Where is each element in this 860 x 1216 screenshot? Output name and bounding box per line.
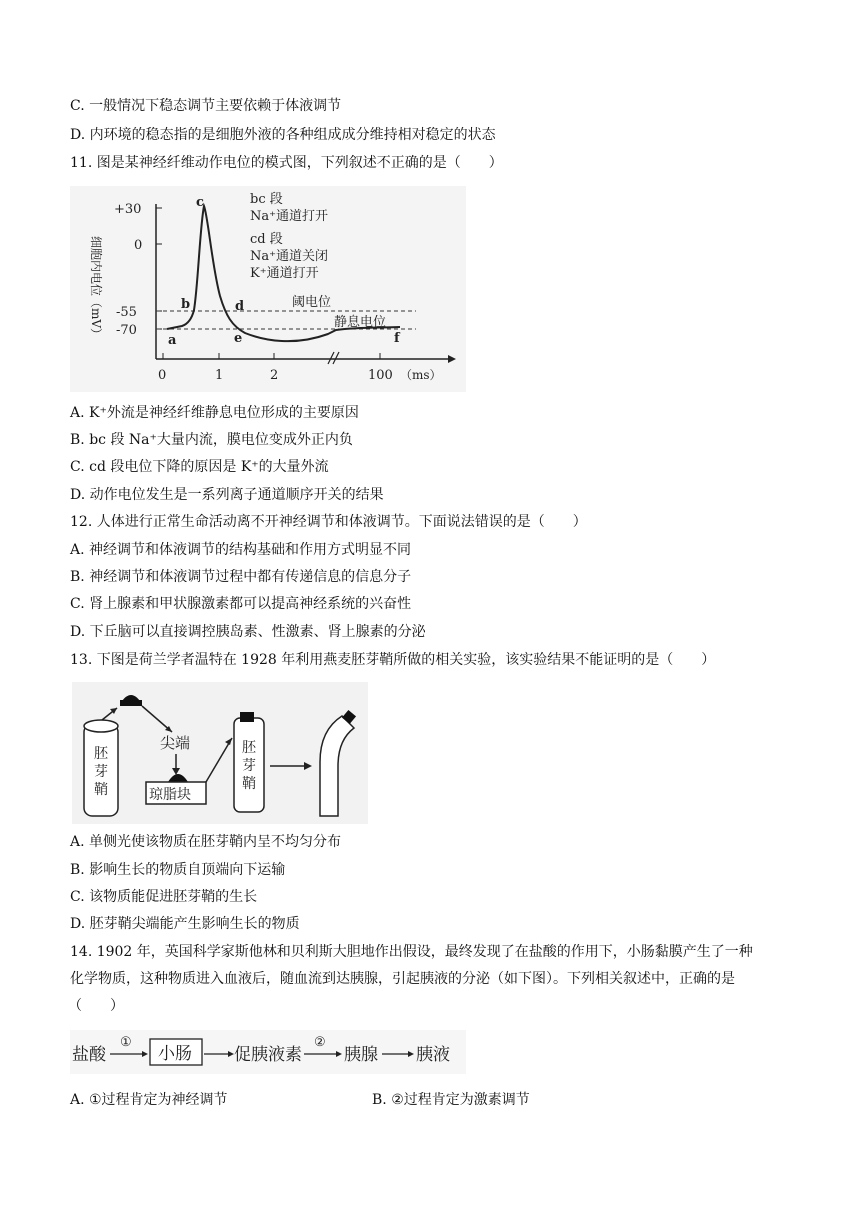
point-label: a	[168, 333, 177, 348]
secretin-label: 促胰液素	[234, 1045, 302, 1065]
point-label: b	[181, 297, 191, 312]
step1-label: ①	[120, 1035, 132, 1050]
threshold-label: 阈电位	[292, 295, 332, 310]
point-label: e	[234, 331, 243, 346]
option-b-q12: B. 神经调节和体液调节过程中都有传递信息的信息分子	[70, 569, 412, 585]
note-cd: K⁺通道打开	[250, 266, 319, 281]
option-b-q11: B. bc 段 Na⁺大量内流，膜电位变成外正内负	[70, 432, 353, 448]
option-c-q11: C. cd 段电位下降的原因是 K⁺的大量外流	[70, 459, 329, 475]
x-tick: 1	[215, 368, 224, 383]
y-tick: 0	[134, 238, 143, 253]
option-d-q11: D. 动作电位发生是一系列离子通道顺序开关的结果	[70, 487, 384, 503]
resting-label: 静息电位	[334, 315, 387, 330]
point-label: f	[394, 331, 400, 346]
point-label: d	[235, 299, 245, 314]
bent-coleoptile	[320, 716, 354, 816]
question-14-line2: 化学物质，这种物质进入血液后，随血流到达胰腺，引起胰液的分泌（如下图）。下列相关叙述中，正确的是	[70, 971, 735, 987]
option-a-q11: A. K⁺外流是神经纤维静息电位形成的主要原因	[70, 405, 359, 421]
option-d-q13: D. 胚芽鞘尖端能产生影响生长的物质	[70, 916, 300, 932]
y-tick: -70	[116, 323, 137, 338]
coleoptile-label-right: 胚芽鞘	[242, 740, 256, 792]
note-bc: Na⁺通道打开	[250, 209, 328, 224]
option-d-q12: D. 下丘脑可以直接调控胰岛素、性激素、肾上腺素的分泌	[70, 624, 426, 640]
option-c-q13: C. 该物质能促进胚芽鞘的生长	[70, 889, 258, 905]
secretin-flow-figure	[70, 1030, 466, 1074]
y-tick: -55	[116, 305, 137, 320]
pancreas-label: 胰腺	[344, 1045, 378, 1065]
intestine-label: 小肠	[158, 1044, 192, 1064]
x-tick: 100	[368, 368, 393, 383]
question-14-line1: 14. 1902 年，英国科学家斯他林和贝利斯大胆地作出假设，最终发现了在盐酸的作用下，小肠黏膜产生了一种	[70, 944, 753, 960]
x-tick: 2	[270, 368, 279, 383]
x-unit: （ms）	[400, 368, 442, 382]
went-experiment-figure	[72, 682, 368, 824]
coleoptile-label-left: 胚芽鞘	[94, 746, 108, 798]
point-label: c	[196, 195, 204, 210]
question-13: 13. 下图是荷兰学者温特在 1928 年利用燕麦胚芽鞘所做的相关实验，该实验结果不能证明的是（ ）	[70, 652, 716, 668]
question-11: 11. 图是某神经纤维动作电位的模式图，下列叙述不正确的是（ ）	[70, 155, 503, 171]
tip-label: 尖端	[160, 734, 191, 752]
option-a-q13: A. 单侧光使该物质在胚芽鞘内呈不均匀分布	[70, 834, 342, 850]
agar-label: 琼脂块	[149, 787, 191, 803]
action-potential-figure	[70, 186, 466, 392]
option-b-q14: B. ②过程肯定为激素调节	[372, 1092, 530, 1108]
note-bc: bc 段	[250, 192, 283, 207]
option-a-q14: A. ①过程肯定为神经调节	[70, 1092, 228, 1108]
y-tick: +30	[114, 202, 142, 217]
option-d-q10: D. 内环境的稳态指的是细胞外液的各种组成成分维持相对稳定的状态	[70, 127, 496, 143]
step2-label: ②	[314, 1035, 326, 1050]
x-tick: 0	[158, 368, 167, 383]
acid-label: 盐酸	[72, 1045, 106, 1065]
question-14-line3: （ ）	[68, 998, 124, 1014]
option-a-q12: A. 神经调节和体液调节的结构基础和作用方式明显不同	[70, 542, 412, 558]
y-axis-label: 细胞内电位（mV）	[89, 236, 103, 341]
option-b-q13: B. 影响生长的物质自顶端向下运输	[70, 862, 286, 878]
question-12: 12. 人体进行正常生命活动离不开神经调节和体液调节。下面说法错误的是（ ）	[70, 514, 587, 530]
option-c-q12: C. 肾上腺素和甲状腺激素都可以提高神经系统的兴奋性	[70, 596, 412, 612]
option-c-q10: C. 一般情况下稳态调节主要依赖于体液调节	[70, 98, 342, 114]
note-cd: cd 段	[250, 232, 283, 247]
note-cd: Na⁺通道关闭	[250, 249, 328, 264]
juice-label: 胰液	[416, 1045, 450, 1065]
